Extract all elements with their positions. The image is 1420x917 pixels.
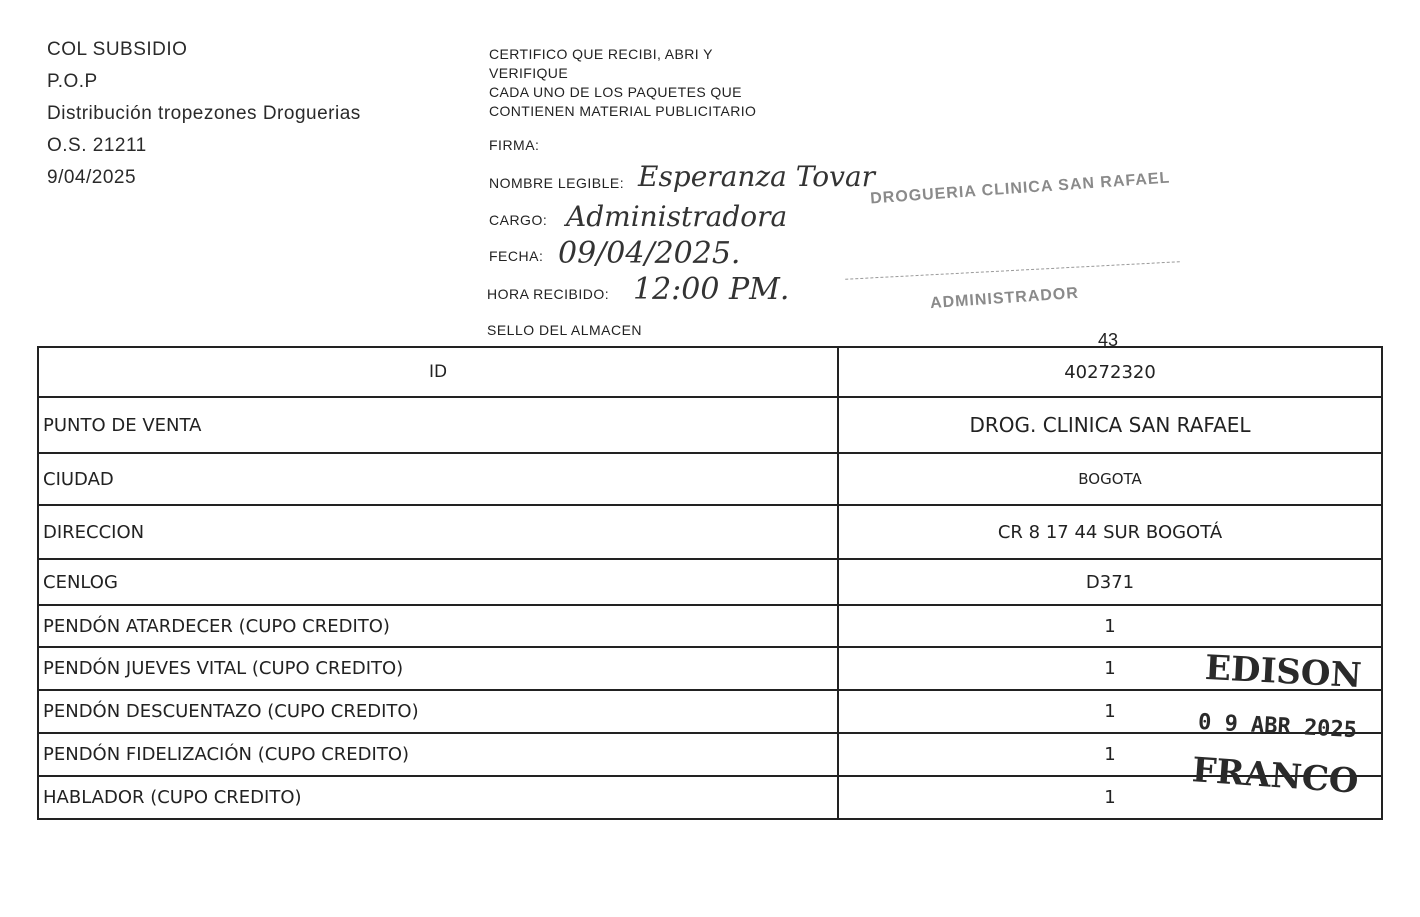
receipt-stamp-date: 0 9 ABR 2025 bbox=[1197, 709, 1358, 744]
row-label: PENDÓN DESCUENTAZO (CUPO CREDITO) bbox=[38, 690, 838, 733]
row-label: CENLOG bbox=[38, 559, 838, 605]
row-label: DIRECCION bbox=[38, 505, 838, 559]
table-row bbox=[38, 397, 1382, 453]
store-stamp-role: ADMINISTRADOR bbox=[929, 284, 1080, 313]
table-header-row bbox=[38, 347, 1382, 397]
fecha-label: FECHA: bbox=[489, 248, 544, 264]
receipt-stamp-name1: EDISON bbox=[1204, 647, 1363, 697]
stamp-divider bbox=[845, 261, 1180, 280]
table-row bbox=[38, 453, 1382, 505]
certificate-line: CONTIENEN MATERIAL PUBLICITARIO bbox=[489, 103, 757, 119]
header-line-os: O.S. 21211 bbox=[47, 135, 147, 156]
hora-label: HORA RECIBIDO: bbox=[487, 286, 610, 302]
row-value: D371 bbox=[838, 559, 1382, 605]
cargo-value: Administradora bbox=[566, 200, 788, 233]
firma-label: FIRMA: bbox=[489, 137, 540, 153]
fecha-value: 09/04/2025. bbox=[558, 236, 741, 271]
table-row bbox=[38, 605, 1382, 647]
id-value: 40272320 bbox=[838, 347, 1382, 397]
row-value: CR 8 17 44 SUR BOGOTÁ bbox=[838, 505, 1382, 559]
row-label: PENDÓN FIDELIZACIÓN (CUPO CREDITO) bbox=[38, 733, 838, 776]
header-line-date: 9/04/2025 bbox=[47, 167, 137, 188]
receipt-stamp-name2: FRANCO bbox=[1190, 750, 1360, 802]
table-row bbox=[38, 559, 1382, 605]
header-line-distribution: Distribución tropezones Droguerias bbox=[47, 103, 361, 124]
row-value: 1 bbox=[838, 605, 1382, 647]
row-label: PENDÓN ATARDECER (CUPO CREDITO) bbox=[38, 605, 838, 647]
row-value: 1 bbox=[838, 776, 1382, 819]
row-value: 1 bbox=[838, 690, 1382, 733]
certificate-line: CADA UNO DE LOS PAQUETES QUE bbox=[489, 84, 742, 100]
header-block bbox=[47, 34, 361, 194]
nombre-label: NOMBRE LEGIBLE: bbox=[489, 175, 625, 191]
row-label: CIUDAD bbox=[38, 453, 838, 505]
table-row bbox=[38, 733, 1382, 776]
table-row bbox=[38, 505, 1382, 559]
table-row bbox=[38, 690, 1382, 733]
row-value: 1 bbox=[838, 647, 1382, 690]
id-label: ID bbox=[38, 347, 838, 397]
nombre-value: Esperanza Tovar bbox=[638, 160, 876, 193]
certificate-line: CERTIFICO QUE RECIBI, ABRI Y bbox=[489, 46, 713, 62]
cargo-label: CARGO: bbox=[489, 212, 548, 228]
certificate-text bbox=[489, 45, 756, 121]
row-value: BOGOTA bbox=[838, 453, 1382, 505]
page-number: 43 bbox=[1098, 330, 1119, 350]
certificate-line: VERIFIQUE bbox=[489, 65, 569, 81]
store-stamp-name: DROGUERIA CLINICA SAN RAFAEL bbox=[869, 169, 1171, 208]
sello-label: SELLO DEL ALMACEN bbox=[487, 322, 643, 338]
row-value: 1 bbox=[838, 733, 1382, 776]
row-label: PENDÓN JUEVES VITAL (CUPO CREDITO) bbox=[38, 647, 838, 690]
delivery-table bbox=[37, 346, 1383, 820]
hora-value: 12:00 PM. bbox=[633, 272, 790, 307]
header-line-company: COL SUBSIDIO bbox=[47, 39, 188, 60]
row-value: DROG. CLINICA SAN RAFAEL bbox=[838, 397, 1382, 453]
row-label: PUNTO DE VENTA bbox=[38, 397, 838, 453]
table-row bbox=[38, 776, 1382, 819]
row-label: HABLADOR (CUPO CREDITO) bbox=[38, 776, 838, 819]
table-row bbox=[38, 647, 1382, 690]
header-line-pop: P.O.P bbox=[47, 71, 98, 92]
